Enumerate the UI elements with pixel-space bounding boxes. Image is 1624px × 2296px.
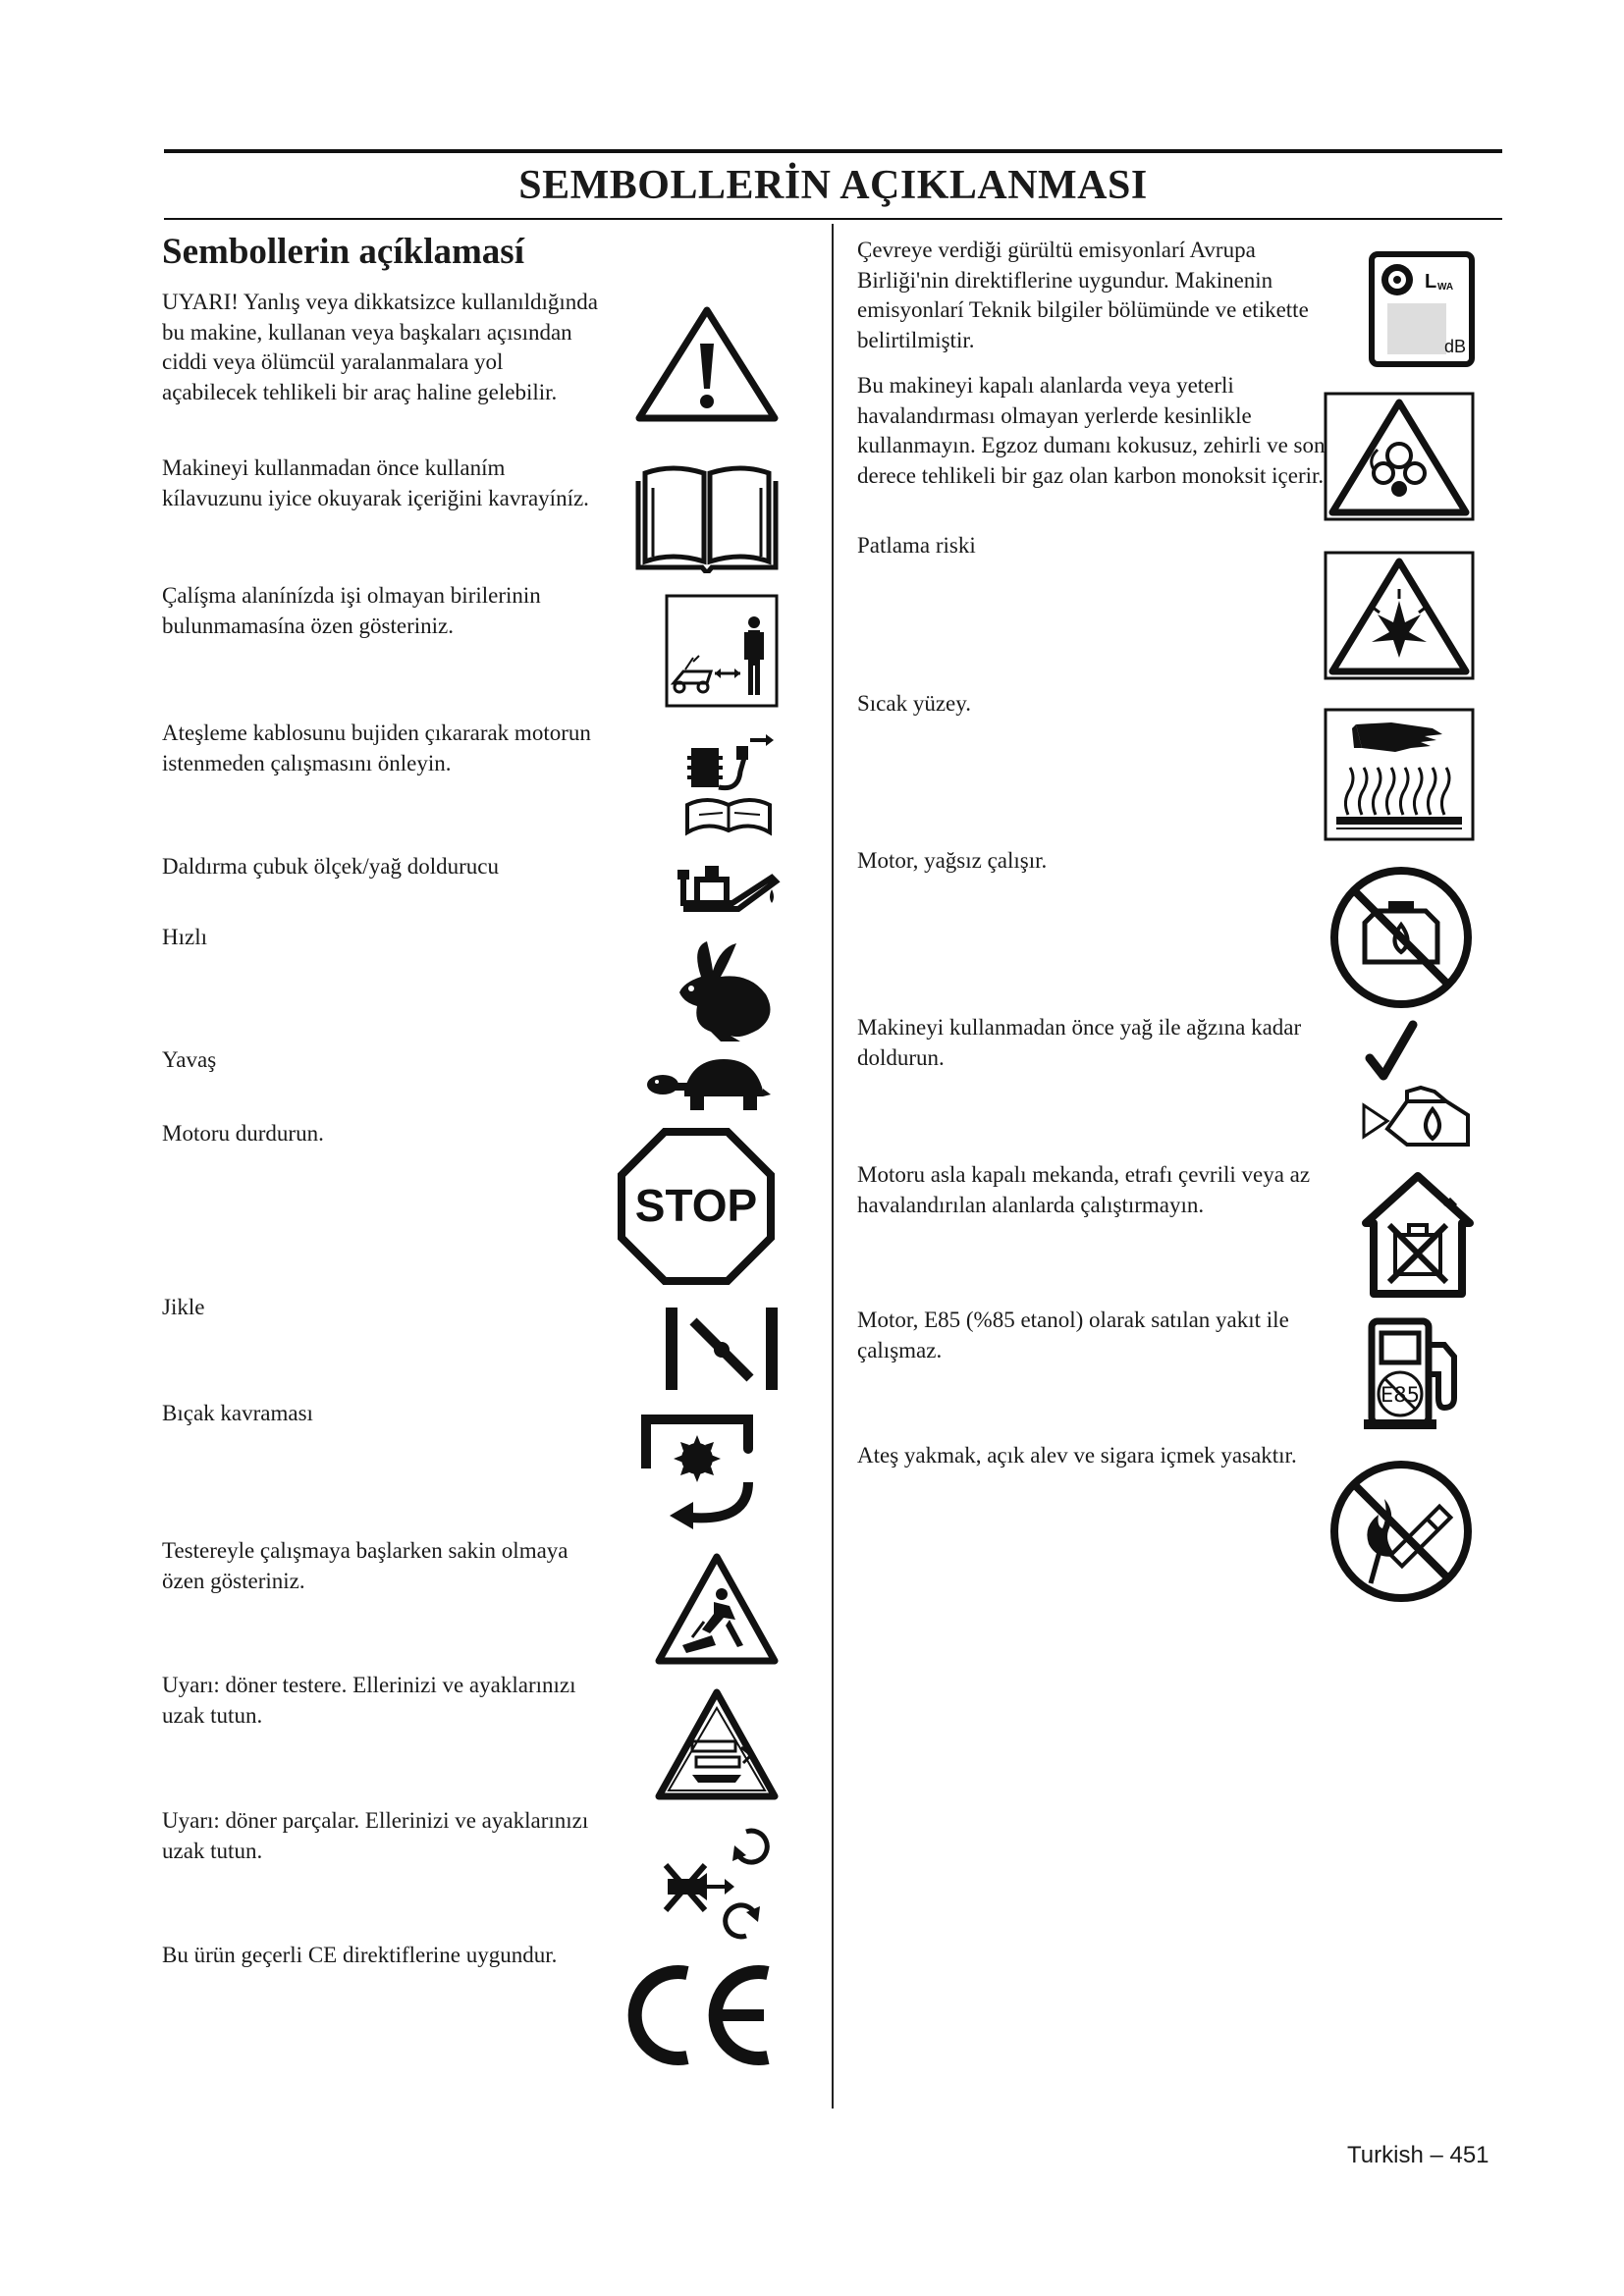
- symbol-description: Motor, E85 (%85 etanol) olarak satılan yakıt ile çalışmaz.: [857, 1308, 1289, 1362]
- stop-sign-label: STOP: [634, 1180, 758, 1231]
- symbol-description: Çevreye verdiği gürültü emisyonlarí Avrupa Birliği'nin direktiflerine uygundur. Makinenin emisyonlarí Teknik bilgiler bölümünde ve etikette belirtilmiştir.: [857, 238, 1309, 352]
- symbol-description: Makineyi kullanmadan önce kullaním kílavuzunu iyice okuyarak içeriğini kavrayíníz.: [162, 455, 589, 510]
- turtle-icon: [645, 1055, 773, 1114]
- warning-triangle-icon: [633, 304, 781, 424]
- noise-label-lwa: L: [1425, 271, 1437, 293]
- symbol-description: UYARI! Yanlış veya dikkatsizce kullanıldığında bu makine, kullanan veya başkaları açısından ciddi veya ölümcül yaralanmalara yol açabilecek tehlikeli bir araç haline gelebilir.: [162, 290, 598, 404]
- e85-label: E85: [1380, 1383, 1420, 1407]
- symbol-description: Bu makineyi kapalı alanlarda veya yeterli havalandırması olmayan yerlerde kesinlikle kullanmayın. Egzoz dumanı kokusuz, zehirli ve son derece tehlikeli bir gaz olan karbon monoksit içerir.: [857, 373, 1326, 488]
- no-fire-smoking-icon: [1327, 1458, 1475, 1605]
- symbol-description: Jikle: [162, 1295, 205, 1319]
- header-top-rule: [164, 149, 1502, 153]
- spark-plug-disconnect-icon: [679, 726, 778, 846]
- symbol-description: Bıçak kavraması: [162, 1401, 313, 1425]
- hot-surface-icon: [1323, 707, 1476, 842]
- rotating-saw-warning-icon: [653, 1686, 781, 1802]
- symbol-description: Motor, yağsız çalışır.: [857, 848, 1048, 873]
- symbol-description: Motoru durdurun.: [162, 1121, 324, 1146]
- symbol-description: Patlama riski: [857, 533, 976, 558]
- symbol-description: Sıcak yüzey.: [857, 691, 972, 716]
- rabbit-icon: [672, 937, 780, 1043]
- noise-label-db: dB: [1444, 337, 1467, 356]
- noise-label-lwa-sub: WA: [1437, 282, 1454, 293]
- page-title: SEMBOLLERİN AÇIKLANMASI: [518, 163, 1148, 208]
- toxic-gas-warning-icon: [1323, 391, 1476, 522]
- ce-mark-icon: [621, 1961, 782, 2069]
- symbol-description: Ateş yakmak, açık alev ve sigara içmek yasaktır.: [857, 1443, 1297, 1468]
- fill-oil-check-icon: [1360, 1019, 1476, 1156]
- column-divider: [832, 224, 834, 2109]
- symbol-description: Testereyle çalışmaya başlarken sakin olmaya özen gösteriniz.: [162, 1538, 568, 1593]
- oil-can-icon: [674, 860, 782, 915]
- symbol-description: Uyarı: döner parçalar. Ellerinizi ve ayaklarınızı uzak tutun.: [162, 1808, 589, 1863]
- rotating-parts-icon: [660, 1826, 778, 1942]
- section-subtitle: Sembollerin açíklamasí: [162, 232, 524, 272]
- noise-emission-label-icon: [1368, 250, 1476, 368]
- no-e85-fuel-icon: [1360, 1315, 1476, 1431]
- symbol-description: Çalíşma alanínízda işi olmayan birilerinin bulunmamasína özen gösteriniz.: [162, 583, 541, 638]
- header-bottom-rule: [164, 218, 1502, 220]
- no-indoor-engine-icon: [1360, 1170, 1476, 1300]
- symbol-description: Hızlı: [162, 925, 207, 949]
- person-falling-warning-icon: [653, 1551, 781, 1667]
- blade-clutch-icon: [632, 1414, 762, 1531]
- symbol-description: Uyarı: döner testere. Ellerinizi ve ayaklarınızı uzak tutun.: [162, 1673, 576, 1728]
- symbol-description: Daldırma çubuk ölçek/yağ doldurucu: [162, 854, 499, 879]
- page-footer: Turkish – 451: [1347, 2142, 1489, 2168]
- no-oil-engine-icon: [1327, 864, 1475, 1011]
- symbol-description: Yavaş: [162, 1047, 217, 1072]
- explosion-warning-icon: [1323, 550, 1476, 681]
- symbol-description: Motoru asla kapalı mekanda, etrafı çevrili veya az havalandırılan alanlarda çalıştırmayın.: [857, 1162, 1311, 1217]
- stop-sign-icon: [617, 1127, 776, 1286]
- choke-icon: [664, 1306, 782, 1392]
- open-book-icon: [633, 463, 781, 573]
- symbol-description: Bu ürün geçerli CE direktiflerine uygundur.: [162, 1943, 558, 1967]
- symbol-description: Makineyi kullanmadan önce yağ ile ağzına kadar doldurun.: [857, 1015, 1302, 1070]
- symbol-description: Ateşleme kablosunu bujiden çıkararak motorun istenmeden çalışmasını önleyin.: [162, 721, 591, 775]
- keep-distance-icon: [664, 593, 780, 709]
